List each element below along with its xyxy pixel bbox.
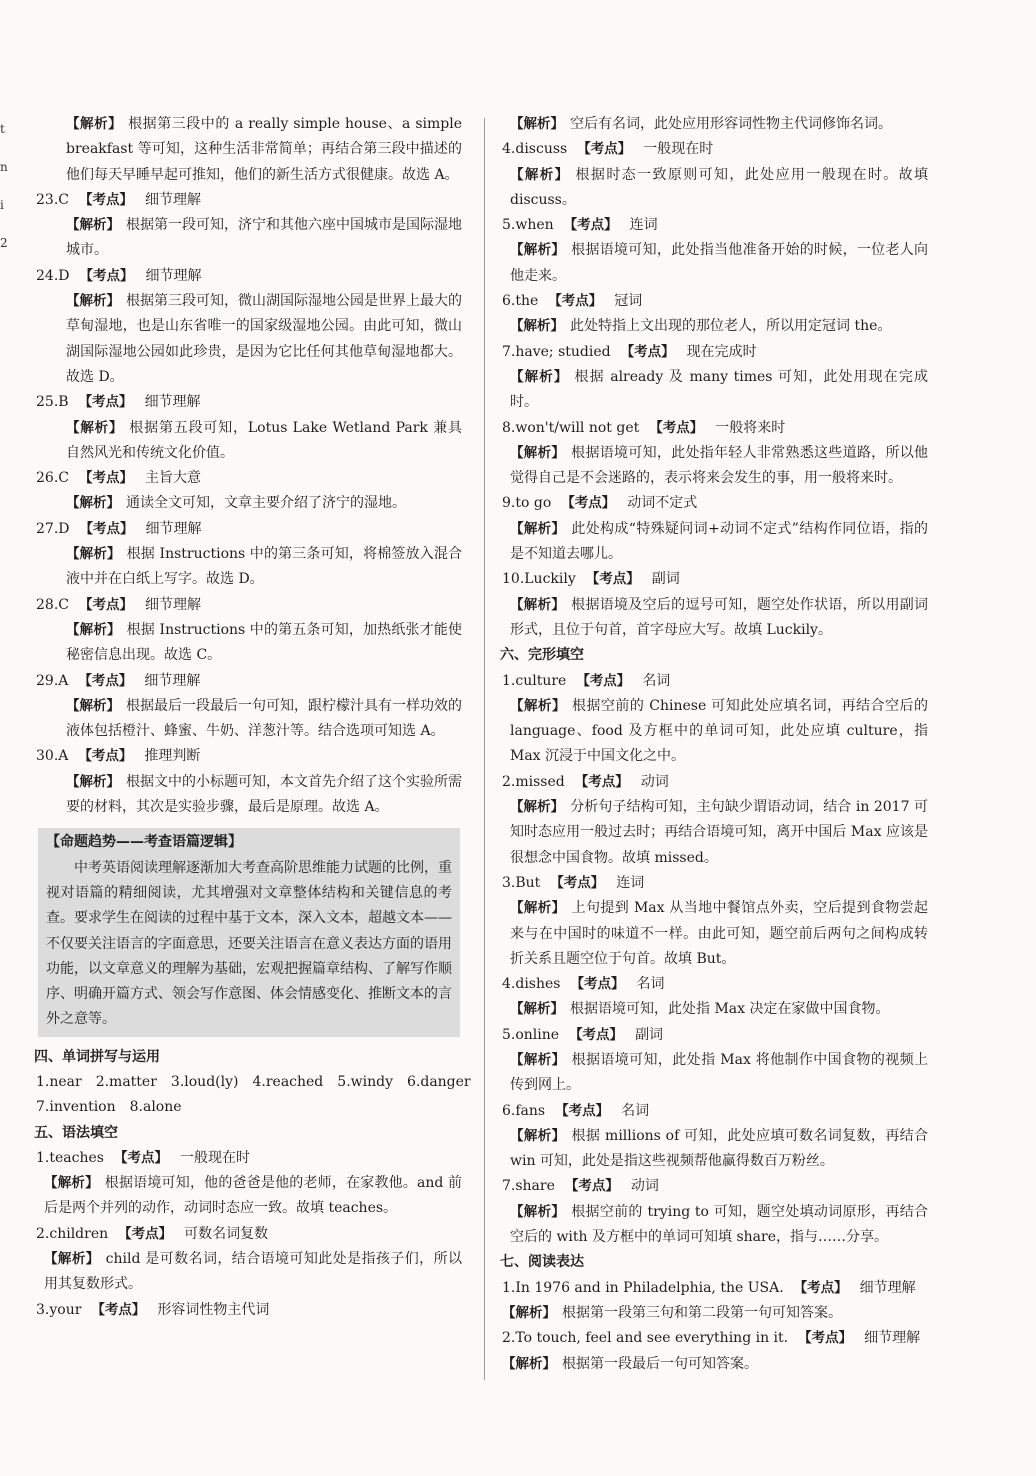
analysis-label: 【解析】 bbox=[510, 697, 566, 714]
answer-line bbox=[30, 669, 462, 694]
answer-line bbox=[30, 593, 462, 618]
explanation bbox=[496, 1200, 928, 1251]
point-label: 【考点】 bbox=[576, 672, 631, 689]
answer-line bbox=[30, 1146, 462, 1171]
explanation bbox=[496, 1124, 928, 1175]
explanation-text: 通读全文可知，文章主要介绍了济宁的湿地。 bbox=[126, 495, 406, 512]
analysis-label: 【解析】 bbox=[66, 293, 120, 310]
point-text: 可数名词复数 bbox=[184, 1225, 269, 1242]
explanation-carry bbox=[30, 112, 462, 188]
point-label: 【考点】 bbox=[555, 1102, 610, 1119]
answer-number: 2.children bbox=[36, 1225, 109, 1242]
word-answers-row bbox=[30, 1095, 462, 1120]
explanation bbox=[30, 542, 462, 593]
explanation bbox=[30, 289, 462, 390]
answer-number: 25.B bbox=[36, 394, 69, 411]
left-column bbox=[30, 112, 471, 1323]
answer-number: 1.In 1976 and in Philadelphia, the USA. bbox=[502, 1279, 784, 1296]
edge-mark: n bbox=[0, 160, 8, 174]
answer-number: 10.Luckily bbox=[502, 571, 576, 588]
answer-line bbox=[30, 390, 462, 415]
explanation bbox=[496, 1352, 928, 1377]
explanation-text: 根据 Instructions 中的第三条可知，将棉签放入混合液中并在白纸上写字。故选 D。 bbox=[66, 546, 463, 588]
analysis-label: 【解析】 bbox=[510, 520, 566, 537]
answer-number: 7.have; studied bbox=[502, 343, 611, 360]
answer-line bbox=[30, 466, 462, 491]
word-answer: 1.near bbox=[36, 1073, 82, 1090]
explanation-text: 根据第一段第三句和第二段第一句可知答案。 bbox=[562, 1304, 842, 1321]
explanation bbox=[30, 694, 462, 745]
analysis-label: 【解析】 bbox=[502, 1355, 556, 1372]
explanation-text: 此处特指上文出现的那位老人，所以用定冠词 the。 bbox=[570, 318, 892, 335]
analysis-label: 【解析】 bbox=[502, 1304, 556, 1321]
explanation bbox=[496, 314, 928, 339]
answer-line bbox=[30, 1298, 462, 1323]
explanation bbox=[496, 365, 928, 416]
explanation-text: 根据第三段中的 a really simple house、a simple breakfast 等可知，这种生活非常简单；再结合第三段中描述的他们每天早睡早起可推知，他们的新生活方式很健康。故选 A。 bbox=[66, 116, 463, 183]
analysis-label: 【解析】 bbox=[66, 546, 121, 563]
answer-number: 4.dishes bbox=[502, 976, 561, 993]
analysis-label: 【解析】 bbox=[510, 318, 564, 335]
point-text: 副词 bbox=[651, 571, 680, 588]
analysis-label: 【解析】 bbox=[510, 166, 570, 183]
explanation bbox=[496, 1301, 928, 1326]
answer-number: 2.missed bbox=[502, 773, 565, 790]
answer-line bbox=[30, 1222, 462, 1247]
answer-number: 4.discuss bbox=[502, 141, 568, 158]
point-text: 细节理解 bbox=[144, 394, 201, 411]
answer-line bbox=[496, 1023, 928, 1048]
point-text: 细节理解 bbox=[145, 520, 202, 537]
point-text: 副词 bbox=[635, 1026, 664, 1043]
analysis-label: 【解析】 bbox=[66, 773, 120, 790]
explanation-text: 根据语境可知，此处指年轻人非常熟悉这些道路，所以他觉得自己是不会迷路的，表示将来会发生的事，用一般将来时。 bbox=[510, 444, 929, 487]
point-label: 【考点】 bbox=[79, 520, 134, 537]
answer-line bbox=[30, 744, 462, 769]
answer-line bbox=[496, 871, 928, 896]
explanation-text: 根据语境可知，他的爸爸是他的老师，在家教他。and 前后是两个并列的动作，动词时态应一致。故填 teaches。 bbox=[44, 1175, 463, 1217]
point-label: 【考点】 bbox=[570, 976, 625, 993]
point-label: 【考点】 bbox=[548, 293, 603, 310]
edge-mark: i bbox=[0, 198, 4, 212]
point-text: 主旨大意 bbox=[144, 470, 201, 487]
explanation bbox=[496, 441, 928, 492]
point-text: 形容词性物主代词 bbox=[157, 1301, 270, 1318]
answer-line bbox=[496, 213, 928, 238]
answer-line bbox=[30, 517, 462, 542]
answer-line bbox=[30, 264, 462, 289]
analysis-label: 【解析】 bbox=[66, 495, 120, 512]
answer-number: 5.when bbox=[502, 217, 554, 234]
answer-number: 9.to go bbox=[502, 495, 552, 512]
analysis-label: 【解析】 bbox=[510, 596, 566, 613]
point-label: 【考点】 bbox=[91, 1301, 146, 1318]
explanation-text: 根据第一段可知，济宁和其他六座中国城市是国际湿地城市。 bbox=[66, 217, 462, 259]
answer-number: 1.teaches bbox=[36, 1149, 104, 1166]
trend-body: 中考英语阅读理解逐渐加大考查高阶思维能力试题的比例，重视对语篇的精细阅读，尤其增强对文章整体结构和关键信息的考查。要求学生在阅读的过程中基于文本，深入文本，超越文本——不仅要关注语言的字面意思，还要关注语言在意义表达方面的语用功能，以文章意义的理解为基础，宏观把握篇章结构、了解写作顺序、明确开篇方式、领会写作意图、体会情感变化、推断文本的言外之意等。 bbox=[46, 859, 452, 1028]
answer-number: 8.won't/will not get bbox=[502, 419, 640, 436]
answer-number: 24.D bbox=[36, 267, 70, 284]
point-label: 【考点】 bbox=[563, 217, 618, 234]
explanation-text: 根据时态一致原则可知，此处应用一般现在时。故填 discuss。 bbox=[510, 166, 929, 208]
explanation-carry bbox=[496, 112, 928, 137]
point-label: 【考点】 bbox=[78, 596, 133, 613]
explanation-text: 根据语境及空后的逗号可知，题空处作状语，所以用副词形式，且位于句首，首字母应大写。故填 Luckily。 bbox=[510, 596, 929, 638]
point-text: 细节理解 bbox=[145, 267, 202, 284]
explanation-text: 空后有名词，此处应用形容词性物主代词修饰名词。 bbox=[570, 116, 892, 132]
word-answer: 2.matter bbox=[95, 1073, 157, 1090]
answer-number: 2.To touch, feel and see everything in it. bbox=[502, 1330, 789, 1347]
point-label: 【考点】 bbox=[78, 191, 133, 208]
point-text: 一般现在时 bbox=[643, 141, 714, 158]
explanation-text: 根据 millions of 可知，此处应填可数名词复数，再结合 win 可知，此处是指这些视频帮他赢得数百万粉丝。 bbox=[510, 1127, 929, 1170]
explanation bbox=[496, 694, 928, 770]
explanation-text: 根据空前的 Chinese 可知此处应填名词，再结合空后的 language、food 及方框中的单词可知，此处应填 culture，指 Max 沉浸于中国文化之中。 bbox=[510, 697, 928, 765]
point-label: 【考点】 bbox=[798, 1330, 853, 1347]
answer-number: 26.C bbox=[36, 470, 69, 487]
explanation bbox=[496, 163, 928, 214]
point-label: 【考点】 bbox=[585, 571, 640, 588]
explanation bbox=[30, 1171, 462, 1222]
explanation-text: 根据第五段可知，Lotus Lake Wetland Park 兼具自然风光和传统文化价值。 bbox=[66, 419, 463, 461]
explanation bbox=[496, 593, 928, 644]
point-text: 细节理解 bbox=[144, 672, 201, 689]
point-label: 【考点】 bbox=[78, 470, 133, 487]
analysis-label: 【解析】 bbox=[510, 368, 569, 385]
point-text: 细节理解 bbox=[144, 596, 201, 613]
point-text: 动词 bbox=[630, 1178, 659, 1195]
answer-number: 1.culture bbox=[502, 672, 567, 689]
point-text: 一般现在时 bbox=[179, 1149, 250, 1166]
right-column bbox=[496, 112, 928, 1377]
analysis-label: 【解析】 bbox=[510, 116, 564, 132]
point-label: 【考点】 bbox=[649, 419, 704, 436]
explanation bbox=[496, 795, 928, 871]
analysis-label: 【解析】 bbox=[66, 621, 121, 638]
explanation bbox=[496, 1048, 928, 1099]
point-label: 【考点】 bbox=[577, 141, 632, 158]
point-text: 连词 bbox=[629, 217, 658, 234]
explanation-text: 根据最后一段最后一句可知，跟柠檬汁具有一样功效的液体包括橙汁、蜂蜜、牛奶、洋葱汁等。结合选项可知选 A。 bbox=[66, 697, 462, 740]
explanation-text: 根据第三段可知，微山湖国际湿地公园是世界上最大的草甸湿地，也是山东省唯一的国家级湿地公园。由此可知，微山湖国际湿地公园如此珍贵，是因为它比任何其他草甸湿地都大。故选 D。 bbox=[66, 293, 462, 385]
point-text: 动词不定式 bbox=[627, 495, 698, 512]
trend-title: 【命题趋势——考查语篇逻辑】 bbox=[46, 834, 242, 851]
explanation bbox=[496, 517, 928, 568]
analysis-label: 【解析】 bbox=[44, 1251, 100, 1268]
answer-line bbox=[496, 669, 928, 694]
analysis-label: 【解析】 bbox=[510, 900, 566, 917]
answer-line bbox=[496, 770, 928, 795]
edge-mark: t bbox=[0, 122, 5, 136]
section-title: 五、语法填空 bbox=[34, 1124, 118, 1141]
answer-number: 3.But bbox=[502, 874, 541, 891]
analysis-label: 【解析】 bbox=[510, 1127, 566, 1144]
point-text: 动词 bbox=[640, 773, 669, 790]
answer-line bbox=[496, 972, 928, 997]
point-label: 【考点】 bbox=[79, 267, 134, 284]
answer-line bbox=[30, 188, 462, 213]
point-label: 【考点】 bbox=[113, 1149, 168, 1166]
answer-line bbox=[496, 289, 928, 314]
word-answer: 3.loud(ly) bbox=[170, 1073, 239, 1090]
explanation-text: 根据 Instructions 中的第五条可知，加热纸张才能使秘密信息出现。故选 C。 bbox=[66, 621, 463, 664]
analysis-label: 【解析】 bbox=[66, 697, 120, 714]
explanation bbox=[496, 997, 928, 1022]
analysis-label: 【解析】 bbox=[66, 419, 124, 436]
answer-number: 30.A bbox=[36, 748, 69, 765]
explanation bbox=[30, 1247, 462, 1298]
point-label: 【考点】 bbox=[550, 874, 605, 891]
point-text: 推理判断 bbox=[144, 748, 201, 765]
point-label: 【考点】 bbox=[78, 748, 133, 765]
word-answer: 7.invention bbox=[36, 1099, 116, 1116]
point-label: 【考点】 bbox=[118, 1225, 173, 1242]
answer-line bbox=[496, 1276, 928, 1301]
answer-number: 6.fans bbox=[502, 1102, 546, 1119]
explanation-text: 根据语境可知，此处指当他准备开始的时候，一位老人向他走来。 bbox=[510, 242, 929, 284]
answer-number: 28.C bbox=[36, 596, 69, 613]
analysis-label: 【解析】 bbox=[510, 1051, 566, 1068]
analysis-label: 【解析】 bbox=[510, 1001, 564, 1018]
answer-number: 3.your bbox=[36, 1301, 82, 1318]
point-text: 一般将来时 bbox=[715, 419, 786, 436]
explanation-text: 根据语境可知，此处指 Max 决定在家做中国食物。 bbox=[570, 1001, 890, 1018]
point-text: 冠词 bbox=[614, 293, 643, 310]
analysis-label: 【解析】 bbox=[66, 217, 120, 234]
explanation bbox=[30, 770, 462, 821]
point-text: 连词 bbox=[616, 874, 645, 891]
word-answers-row bbox=[30, 1070, 471, 1095]
answer-number: 5.online bbox=[502, 1026, 560, 1043]
point-label: 【考点】 bbox=[793, 1279, 848, 1296]
explanation-text: 此处构成“特殊疑问词+动词不定式”结构作同位语，指的是不知道去哪儿。 bbox=[510, 520, 928, 563]
point-label: 【考点】 bbox=[78, 394, 133, 411]
answer-number: 7.share bbox=[502, 1178, 555, 1195]
point-label: 【考点】 bbox=[569, 1026, 624, 1043]
point-label: 【考点】 bbox=[574, 773, 629, 790]
column-divider bbox=[484, 118, 485, 1380]
point-text: 细节理解 bbox=[864, 1330, 921, 1347]
explanation bbox=[496, 238, 928, 289]
answer-line bbox=[496, 491, 928, 516]
explanation-text: 上句提到 Max 从当地中餐馆点外卖，空后提到食物尝起来与在中国时的味道不一样。由此可知，题空前后两句之间构成转折关系且题空位于句首。故填 But。 bbox=[510, 900, 928, 967]
explanation bbox=[30, 618, 462, 669]
explanation bbox=[496, 896, 928, 972]
answer-number: 6.the bbox=[502, 293, 539, 310]
point-text: 名词 bbox=[642, 672, 671, 689]
answer-line bbox=[496, 567, 928, 592]
edge-mark: 2 bbox=[0, 236, 8, 250]
explanation-text: 根据第一段最后一句可知答案。 bbox=[562, 1355, 758, 1372]
trend-box bbox=[38, 828, 460, 1036]
point-text: 细节理解 bbox=[859, 1279, 916, 1296]
explanation-text: 根据文中的小标题可知，本文首先介绍了这个实验所需要的材料，其次是实验步骤，最后是原理。故选 A。 bbox=[66, 773, 462, 816]
answer-number: 29.A bbox=[36, 672, 69, 689]
explanation-text: 根据语境可知，此处指 Max 将他制作中国食物的视频上传到网上。 bbox=[510, 1051, 928, 1094]
answer-line bbox=[496, 340, 928, 365]
point-text: 现在完成时 bbox=[686, 343, 757, 360]
point-text: 名词 bbox=[621, 1102, 650, 1119]
answer-line bbox=[496, 1326, 928, 1351]
analysis-label: 【解析】 bbox=[66, 116, 123, 132]
answer-line bbox=[496, 137, 928, 162]
explanation bbox=[30, 213, 462, 264]
answer-number: 27.D bbox=[36, 520, 70, 537]
answer-number: 23.C bbox=[36, 191, 69, 208]
point-text: 名词 bbox=[636, 976, 665, 993]
explanation-text: 根据空前的 trying to 可知，题空处填动词原形，再结合空后的 with 及方框中的单词可知填 share，指与……分享。 bbox=[510, 1203, 928, 1246]
point-label: 【考点】 bbox=[78, 672, 133, 689]
analysis-label: 【解析】 bbox=[510, 242, 566, 259]
analysis-label: 【解析】 bbox=[44, 1175, 99, 1192]
answer-line bbox=[496, 416, 928, 441]
answer-line bbox=[496, 1099, 928, 1124]
explanation-text: 分析句子结构可知，主句缺少谓语动词，结合 in 2017 可知时态应用一般过去时；再结合语境可知，离开中国后 Max 应该是很想念中国食物。故填 missed。 bbox=[510, 799, 928, 866]
explanation bbox=[30, 491, 462, 516]
point-label: 【考点】 bbox=[564, 1178, 619, 1195]
analysis-label: 【解析】 bbox=[510, 1203, 566, 1220]
word-answer: 5.windy bbox=[337, 1073, 393, 1090]
word-answer: 8.alone bbox=[129, 1099, 182, 1116]
point-label: 【考点】 bbox=[561, 495, 616, 512]
explanation-text: child 是可数名词，结合语境可知此处是指孩子们，所以用其复数形式。 bbox=[44, 1251, 462, 1293]
explanation bbox=[30, 416, 462, 467]
point-label: 【考点】 bbox=[620, 343, 675, 360]
section-title: 六、完形填空 bbox=[500, 647, 584, 664]
word-answer: 4.reached bbox=[252, 1073, 324, 1090]
answer-line bbox=[496, 1174, 928, 1199]
explanation-text: 根据 already 及 many times 可知，此处用现在完成时。 bbox=[510, 368, 929, 411]
analysis-label: 【解析】 bbox=[510, 444, 566, 461]
analysis-label: 【解析】 bbox=[510, 799, 565, 816]
section-title: 七、阅读表达 bbox=[500, 1254, 584, 1271]
point-text: 细节理解 bbox=[144, 191, 201, 208]
page-edge-marks bbox=[0, 110, 10, 262]
section-title: 四、单词拼写与运用 bbox=[34, 1048, 160, 1065]
word-answer: 6.danger bbox=[407, 1073, 471, 1090]
